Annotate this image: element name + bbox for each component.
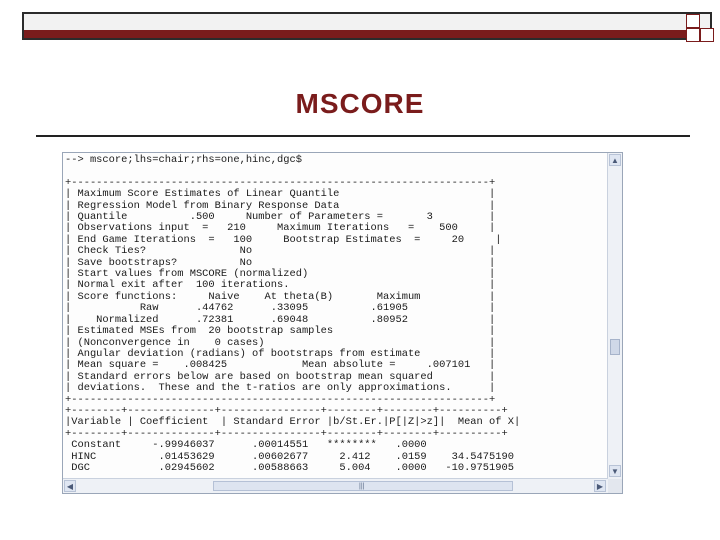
decor-square-icon	[686, 14, 700, 28]
console-line: | Quantile .500 Number of Parameters = 3 |	[65, 211, 496, 224]
console-line: --> mscore;lhs=chair;rhs=one,hinc,dgc$	[65, 154, 302, 166]
vertical-scrollbar[interactable]	[607, 153, 622, 479]
console-line: | Score functions: Naive At theta(B) Maximum |	[65, 290, 496, 303]
scroll-down-arrow-icon[interactable]: ▼	[609, 465, 621, 477]
console-output-text	[65, 155, 520, 474]
console-line: | Estimated MSEs from 20 bootstrap samples |	[65, 325, 496, 338]
console-line: +--------+--------------+----------------+--------+--------+----------+	[65, 427, 508, 440]
horizontal-scroll-thumb[interactable]	[213, 481, 513, 491]
header-accent-band	[24, 30, 710, 38]
decor-square-icon	[700, 28, 714, 42]
slide-title: MSCORE	[295, 88, 425, 119]
console-line: | Regression Model from Binary Response Data |	[65, 199, 496, 212]
decor-square-icon	[686, 28, 700, 42]
console-line: +-------------------------------------------------------------------+	[65, 393, 496, 406]
console-line: | Check Ties? No |	[65, 245, 496, 258]
console-line: HINC .01453629 .00602677 2.412 .0159 34.5475190	[65, 450, 514, 463]
console-line: | Save bootstraps? No |	[65, 256, 496, 269]
output-console-window[interactable]	[62, 152, 623, 494]
console-line: | Maximum Score Estimates of Linear Quantile |	[65, 188, 496, 201]
console-line: | Standard errors below are based on bootstrap mean squared |	[65, 370, 496, 383]
console-line: | (Nonconvergence in 0 cases) |	[65, 336, 496, 349]
console-line: | deviations. These and the t-ratios are only approximations. |	[65, 382, 496, 395]
scroll-up-arrow-icon[interactable]: ▲	[609, 154, 621, 166]
title-divider	[36, 135, 690, 137]
console-line: | Mean square = .008425 Mean absolute = .007101 |	[65, 359, 496, 372]
console-line: | Raw .44762 .33095 .61905 |	[65, 302, 496, 315]
vertical-scroll-thumb[interactable]	[610, 339, 620, 355]
console-line: | Normalized .72381 .69048 .80952 |	[65, 313, 496, 326]
grip-icon: |||	[359, 483, 365, 490]
scrollbar-corner	[608, 479, 622, 493]
console-line: | Observations input = 210 Maximum Iterations = 500 |	[65, 222, 496, 235]
console-line: | Start values from MSCORE (normalized) |	[65, 268, 496, 281]
scroll-left-arrow-icon[interactable]: ◀	[64, 480, 76, 492]
console-line: +--------+--------------+----------------+--------+--------+----------+	[65, 404, 508, 417]
console-line: | End Game Iterations = 100 Bootstrap Estimates = 20 |	[65, 233, 502, 246]
console-line: +-------------------------------------------------------------------+	[65, 176, 496, 189]
horizontal-scrollbar[interactable]	[63, 478, 608, 493]
console-line: |Variable | Coefficient | Standard Error |b/St.Er.|P[|Z|>z]| Mean of X|	[65, 416, 521, 429]
console-line: DGC .02945602 .00588663 5.004 .0000 -10.9751905	[65, 461, 514, 474]
console-line: | Angular deviation (radians) of bootstraps from estimate |	[65, 347, 496, 360]
console-line: | Normal exit after 100 iterations. |	[65, 279, 496, 292]
scroll-right-arrow-icon[interactable]: ▶	[594, 480, 606, 492]
console-line: Constant -.99946037 .00014551 ******** .0000	[65, 439, 427, 452]
slide-header-bar	[22, 12, 712, 40]
